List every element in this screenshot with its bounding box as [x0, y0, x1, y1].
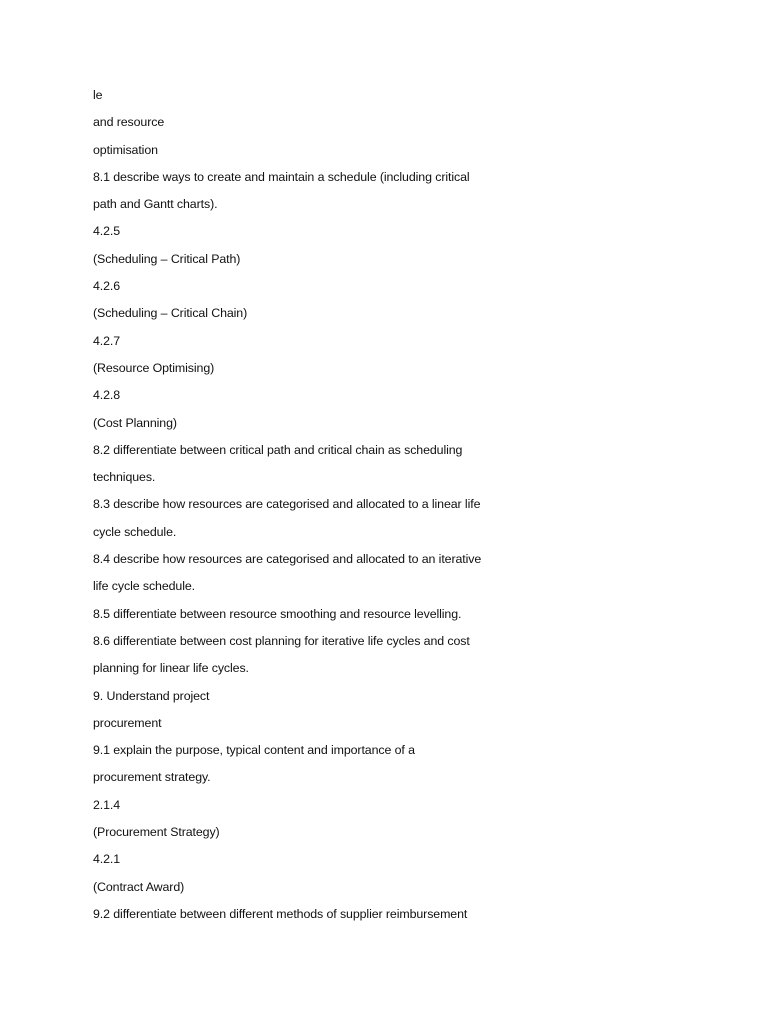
text-line: (Scheduling – Critical Chain) — [93, 306, 248, 321]
text-line: (Scheduling – Critical Path) — [93, 251, 241, 266]
text-line: (Resource Optimising) — [93, 360, 215, 375]
document-text-block — [93, 82, 733, 928]
text-line: 4.2.1 — [93, 852, 121, 867]
text-line: 2.1.4 — [93, 797, 121, 812]
text-line: 9. Understand project — [93, 688, 210, 703]
text-line: techniques. — [93, 470, 156, 485]
text-line: life cycle schedule. — [93, 579, 195, 594]
text-line: 4.2.8 — [93, 388, 121, 403]
text-line: procurement — [93, 715, 162, 730]
text-line: 9.2 differentiate between different methods of supplier reimbursement — [93, 906, 468, 921]
text-line: 8.2 differentiate between critical path and critical chain as scheduling — [93, 442, 463, 457]
text-line: optimisation — [93, 142, 158, 157]
text-line: 4.2.6 — [93, 279, 121, 294]
text-line: procurement strategy. — [93, 770, 211, 785]
text-line: and resource — [93, 115, 165, 130]
text-line: 8.5 differentiate between resource smoothing and resource levelling. — [93, 606, 462, 621]
text-line: 4.2.7 — [93, 333, 121, 348]
text-line: path and Gantt charts). — [93, 197, 218, 212]
text-line: (Contract Award) — [93, 879, 185, 894]
text-line: 8.3 describe how resources are categorised and allocated to a linear life — [93, 497, 481, 512]
text-line: (Procurement Strategy) — [93, 825, 220, 840]
text-line: 8.4 describe how resources are categorised and allocated to an iterative — [93, 552, 482, 567]
text-line: 8.1 describe ways to create and maintain a schedule (including critical — [93, 169, 470, 184]
text-line: 4.2.5 — [93, 224, 121, 239]
text-line: (Cost Planning) — [93, 415, 177, 430]
text-line: 9.1 explain the purpose, typical content and importance of a — [93, 743, 415, 758]
text-line: 8.6 differentiate between cost planning for iterative life cycles and cost — [93, 633, 470, 648]
text-line: cycle schedule. — [93, 524, 177, 539]
text-line: le — [93, 88, 103, 102]
text-line: planning for linear life cycles. — [93, 661, 249, 676]
